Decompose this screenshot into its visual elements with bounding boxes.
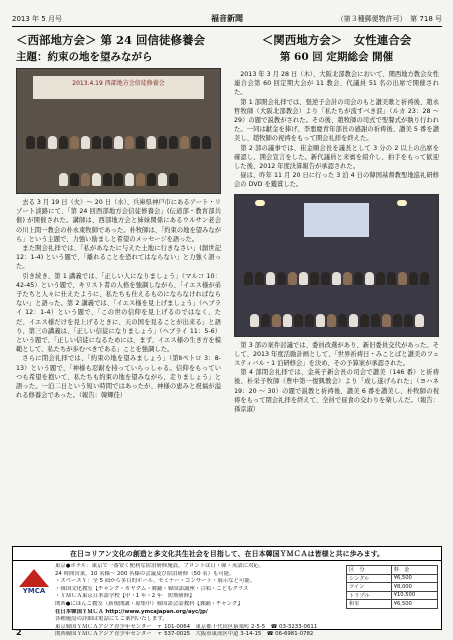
ad-line: 東京●ホテル：東京で一番安く便利な宿泊研修施設。フロントは日・韓・英語に対応。 <box>55 563 265 569</box>
price-table <box>346 565 438 609</box>
table-cell: ツイン <box>347 583 392 592</box>
paragraph: 第 3 部の案件討議では、委員改選があり、新旧委員交代があった。そして、2013 年度活動計画として、「世界祈祷日・みことばと讃美のフェスティバル・1 泊研修会」を決め、その予算案が承認された。 <box>234 341 439 368</box>
article-body-bottom <box>234 341 439 415</box>
photo-banner: 2013.4.19 西部地方会信徒修養会 <box>33 76 204 98</box>
church-group-photo <box>234 194 439 337</box>
paragraph: 昼は、昨年 11 月 20 日に行った 3 泊 4 日の韓国基督教聖地巡礼研修会の DVD を鑑賞した。 <box>234 172 439 189</box>
paragraph: 第 4 部閉会礼拝では、金英子新会長の司会で讃美（146 番）と祈祷後、朴栄子牧師（豊中第一復興教会）より「成し遂げられた」（ヨハネ 19：20 〜 30）の題で説教と祈祷後、讃美 6 番を讃美し、朴牧師の祝祷をもって閉会礼拝を終えて、全員で昼食の交わりを楽しんだ。（報告：孫京淑） <box>234 369 439 414</box>
ad-line: ・ＹＭＣＡ東京日本語学校【中・1 年・2 年 短期研修】 <box>55 593 195 600</box>
issue-number: （第３種郵便物許可） 第 718 号 <box>336 14 442 23</box>
article-western-region <box>16 32 221 400</box>
ad-address-kansai: 関西韓国ＹＭＣＡアジア青少年センター 〒 537-0025 大阪市東成区中道 3-14-15 ☎ 06-6981-0782 <box>55 631 314 638</box>
table-cell: 和室 <box>347 600 392 609</box>
ad-banner: 在日コリアン文化の創造と多文化共生社会を目指して、在日本韓国ＹＭＣＡは皆様と共に歩みます。 <box>13 547 441 561</box>
table-row <box>347 574 438 583</box>
table-cell: ¥10,500 <box>391 591 437 600</box>
ad-address-tokyo: 東京韓国ＹＭＣＡアジア青少年センター 〒 101-0064 東京都千代田区猿楽町 2-5-5 ☎ 03-3233-0611 <box>55 623 318 630</box>
newspaper-title: 福音新聞 <box>211 14 243 23</box>
ad-line: 24 時間営業。10 名様〜 200 名様の会議及び宿泊研修（50 名）も可能。 <box>55 570 235 577</box>
ymca-advertisement <box>12 546 442 638</box>
table-row <box>347 566 438 575</box>
table-cell: ¥8,000 <box>391 583 437 592</box>
ad-web-link[interactable]: 在日本韓国ＹＭＣＡ http://www.ymcajapan.org/ayc/jp/ <box>55 608 208 615</box>
paragraph: 2013 年 3 月 28 日（木）、大阪北部教会において、関西地方教会女性連合会第 60 回定期大会が 11 教会、代議員 51 名の出席で開催された。 <box>234 71 439 97</box>
group-photo <box>16 68 221 194</box>
logo-text: YMCA <box>22 587 46 595</box>
ad-web-note: 各種施設の詳細は電話にてご案内いたします。 <box>55 616 168 623</box>
paragraph: さらに閉会礼拝では、「約束の地を望みましょう」（第Ⅱペトロ 3：8-13）という題で、「神様も忍耐を持っていらっしゃる。信仰をもっていつも希望を抱いて、私たちも約束の地を望みながら、走りましょう」と語った。一泊二日という短い時間ではあったが、神様の恵みと祝福が溢れる修養会であった。（報告：韓輝佳） <box>16 355 221 400</box>
page-number: 2 <box>16 628 22 637</box>
table-row <box>347 600 438 609</box>
table-row <box>347 591 438 600</box>
article-kansai-women <box>234 32 439 414</box>
ad-line: 関西●にほんご教室（新規開講・募集中）韓国語会話教科【舞踊・チャング】 <box>55 600 243 607</box>
ad-line: ・韓国文化教室【チャング・カヤグム・舞踊・韓国語講座・合唱・こどもクラス <box>55 585 249 592</box>
ymca-logo-icon <box>19 569 49 595</box>
table-cell: ¥6,500 <box>391 574 437 583</box>
paragraph: 第 2 部の議事では、崔金順会長を議長として 3 分の 2 以上の出席を確認し、開会宣言をした。新代議員と来賓を紹介し、拍手をもって歓迎した後、2012 年度決算報告が承認された。 <box>234 144 439 171</box>
table-cell: シングル <box>347 574 392 583</box>
paragraph: 第 1 部開会礼拝では、張逆子会計の司会のもと讃美歌と祈祷後、趙永哲牧師（大阪北部教会）より「私たちが流すべき涙」（ルカ 23：28 〜 29）の題で説教がされた。その後、趙牧師の司式で聖餐式が執り行われた。一同は献金を捧げ、李悪慶青年部長の感謝の祈祷後、讃美 5 番を讃美し、趙牧師の祝祷をもって開会礼拝を終えた。 <box>234 98 439 143</box>
issue-date: 2013 年 5 月号 <box>12 14 62 23</box>
article-subheading: 第 60 回 定期総会 開催 <box>279 51 394 63</box>
photo-people <box>243 245 430 327</box>
photo-people <box>25 114 212 186</box>
projection-screen <box>304 203 369 237</box>
article-heading: ＜関西地方会＞ 女性連合会 <box>261 33 412 47</box>
table-cell: トリプル <box>347 591 392 600</box>
newspaper-page <box>12 8 442 638</box>
article-subheading: 主題：約束の地を望みながら <box>16 51 153 63</box>
table-row <box>347 583 438 592</box>
masthead <box>12 12 442 25</box>
table-cell: ¥6,500 <box>391 600 437 609</box>
article-body <box>16 198 221 400</box>
article-body-top <box>234 70 439 190</box>
table-header: 料 金 <box>391 566 437 575</box>
article-heading: ＜西部地方会＞ 第 24 回信徒修養会 <box>16 33 206 47</box>
masthead-rule <box>12 26 442 27</box>
paragraph: 引き続き、第 1 講義では、「正しい人になりましょう」（マルコ 10：42-45）という題で、キリスト者の人格を強調しながら、「イエス様が弟子たちと人々に仕えたように、私たちも仕えるものにならなければならない」と語った。第 2 講義では、「イエス様を見上げましょう」（ヘブライ 12：1-4）という題で、「この世の信仰を見上げるのではなく、ただ、イエス様だけを見上げるときに、天の国を見ることが出来る」と語り、第三の講義は、「正しい信徒になりましょう」（ヘブライ 11：5-6）という題で、「正しい信徒になるためには、まず、イエス様の生き方を模範として、私たちが歩むべきである」ことを強調した。 <box>16 272 221 354</box>
ad-details <box>55 563 345 639</box>
table-header: 区 分 <box>347 566 392 575</box>
paragraph: また開会礼拝では、「私があなたに与えた土地に行きなさい」(創世記 12：1-4) という題で、「離れることを恐れてはならない」と力強く語った。 <box>16 245 221 271</box>
paragraph: 去る 3 月 19 日（火）〜 20 日（水）、兵庫県神戸市にあるアート・リゾート淡路にて、「第 24 回西部地方会信徒修養会」(伝道部・教育部共催) が開催された。講師は、西部地方会と姉妹関係にあるウルサン老会の川上間一教会の朴永東牧師であった。朴牧師は、「約束の地を望みながら」という主題で、力強い励ましと希望のメッセージを語った。 <box>16 199 222 243</box>
ad-line: ・スペースＹ：全 5 面から多目的ホール。セミナー・コンサート・展示など可能。 <box>55 578 256 585</box>
